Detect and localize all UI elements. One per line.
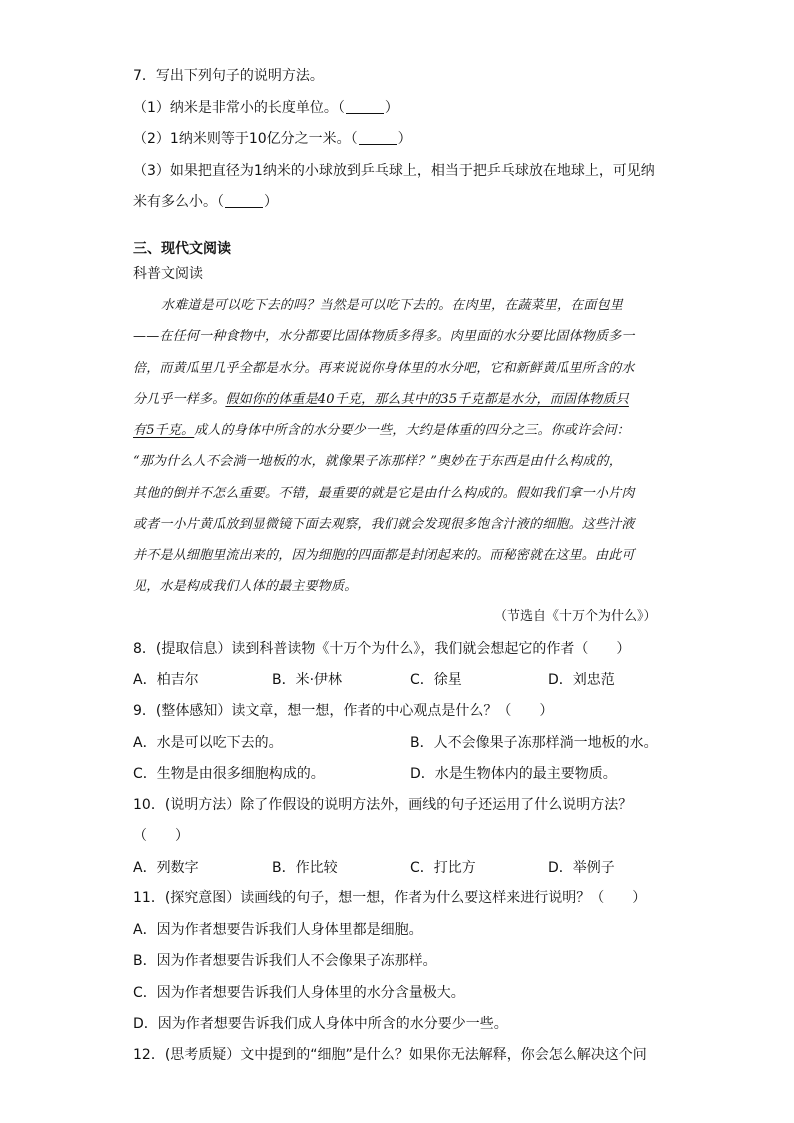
q7-item-3: （3）如果把直径为1纳米的小球放到乒乓球上，相当于把乒乓球放在地球上，可见纳 bbox=[133, 163, 655, 179]
passage-line: 或者一小片黄瓜放到显微镜下面去观察，我们就会发现很多饱含汁液的细胞。这些汁液 bbox=[133, 517, 635, 532]
passage-line bbox=[133, 390, 661, 410]
q11-stem: 11．(探究意图）读画线的句子，想一想，作者为什么要这样来进行说明？（ ） bbox=[133, 890, 647, 906]
passage-line: 并不是从细胞里流出来的，因为细胞的四面都是封闭起来的。而秘密就在这里。由此可 bbox=[133, 548, 635, 563]
passage-line bbox=[133, 421, 661, 441]
q11-option-d[interactable]: D．因为作者想要告诉我们成人身体中所含的水分要少一些。 bbox=[133, 1016, 508, 1032]
q8-option-a[interactable]: A．柏吉尔 bbox=[133, 672, 199, 688]
q8-option-b[interactable]: B．米·伊林 bbox=[272, 672, 343, 688]
q7-item-3-cont bbox=[133, 192, 278, 212]
passage-line: “那为什么人不会淌一地板的水，就像果子冻那样？”奥妙在于东西是由什么构成的， bbox=[133, 454, 622, 469]
q7-item-1 bbox=[133, 98, 399, 118]
q10-option-c[interactable]: C．打比方 bbox=[410, 860, 476, 876]
q9-option-a[interactable]: A．水是可以吃下去的。 bbox=[133, 735, 283, 751]
q11-option-b[interactable]: B．因为作者想要告诉我们人不会像果子冻那样。 bbox=[133, 953, 437, 969]
section-title: 三、现代文阅读 bbox=[133, 241, 231, 257]
q12-stem: 12．(思考质疑）文中提到的“细胞”是什么？如果你无法解释，你会怎么解决这个问 bbox=[133, 1047, 647, 1063]
q10-option-d[interactable]: D．举例子 bbox=[548, 860, 615, 876]
q7-item-1-close: ） bbox=[384, 100, 399, 116]
q7-item-2-close: ） bbox=[397, 131, 412, 147]
q9-stem: 9．(整体感知）读文章，想一想，作者的中心观点是什么？（ ） bbox=[133, 703, 554, 719]
q7-item-2 bbox=[133, 129, 412, 149]
q9-option-d[interactable]: D．水是生物体内的最主要物质。 bbox=[410, 766, 617, 782]
q9-option-c[interactable]: C．生物是由很多细胞构成的。 bbox=[133, 766, 325, 782]
q11-option-c[interactable]: C．因为作者想要告诉我们人身体里的水分含量极大。 bbox=[133, 985, 465, 1001]
answer-blank[interactable] bbox=[225, 193, 263, 208]
q7-item-2-text: （2）1纳米则等于10亿分之一米。（ bbox=[133, 131, 358, 147]
q7-item-3-close: ） bbox=[264, 194, 278, 210]
answer-blank[interactable] bbox=[359, 130, 397, 145]
passage-text: 分几乎一样多。 bbox=[133, 392, 226, 407]
passage-source: （节选自《十万个为什么》） bbox=[494, 609, 657, 624]
q10-option-b[interactable]: B．作比较 bbox=[272, 860, 338, 876]
underlined-sentence: 假如你的体重是40千克，那么其中的35千克都是水分，而固体物质只 bbox=[225, 392, 629, 407]
q8-option-c[interactable]: C．徐星 bbox=[410, 672, 462, 688]
q8-option-d[interactable]: D．刘忠范 bbox=[548, 672, 615, 688]
q10-option-a[interactable]: A．列数字 bbox=[133, 860, 199, 876]
q11-option-a[interactable]: A．因为作者想要告诉我们人身体里都是细胞。 bbox=[133, 922, 423, 938]
passage-line: 水难道是可以吃下去的吗？当然是可以吃下去的。在肉里，在蔬菜里，在面包里 bbox=[161, 298, 624, 313]
q10-answer-paren: （ ） bbox=[133, 828, 189, 844]
q9-option-b[interactable]: B．人不会像果子冻那样淌一地板的水。 bbox=[410, 735, 658, 751]
q7-item-3-cont-text: 米有多么小。（ bbox=[133, 194, 224, 210]
underlined-sentence: 有5千克。 bbox=[133, 423, 195, 438]
passage-line: 见，水是构成我们人体的最主要物质。 bbox=[133, 579, 358, 594]
passage-line: 倍，而黄瓜里几乎全都是水分。再来说说你身体里的水分吧，它和新鲜黄瓜里所含的水 bbox=[133, 361, 635, 376]
answer-blank[interactable] bbox=[346, 99, 384, 114]
passage-line: ——在任何一种食物中，水分都要比固体物质多得多。肉里面的水分要比固体物质多一 bbox=[133, 329, 635, 344]
q7-stem: 7．写出下列句子的说明方法。 bbox=[133, 68, 324, 84]
q10-stem: 10．(说明方法）除了作假设的说明方法外，画线的句子还运用了什么说明方法？ bbox=[133, 797, 633, 813]
passage-line: 其他的倒并不怎么重要。不错，最重要的就是它是由什么构成的。假如我们拿一小片肉 bbox=[133, 486, 635, 501]
q7-item-1-text: （1）纳米是非常小的长度单位。（ bbox=[133, 100, 345, 116]
q8-stem: 8．(提取信息）读到科普读物《十万个为什么》，我们就会想起它的作者（ ） bbox=[133, 641, 631, 657]
section-subtitle: 科普文阅读 bbox=[133, 266, 203, 282]
passage-text: 成人的身体中所含的水分要少一些，大约是体重的四分之三。你或许会问： bbox=[194, 423, 630, 438]
